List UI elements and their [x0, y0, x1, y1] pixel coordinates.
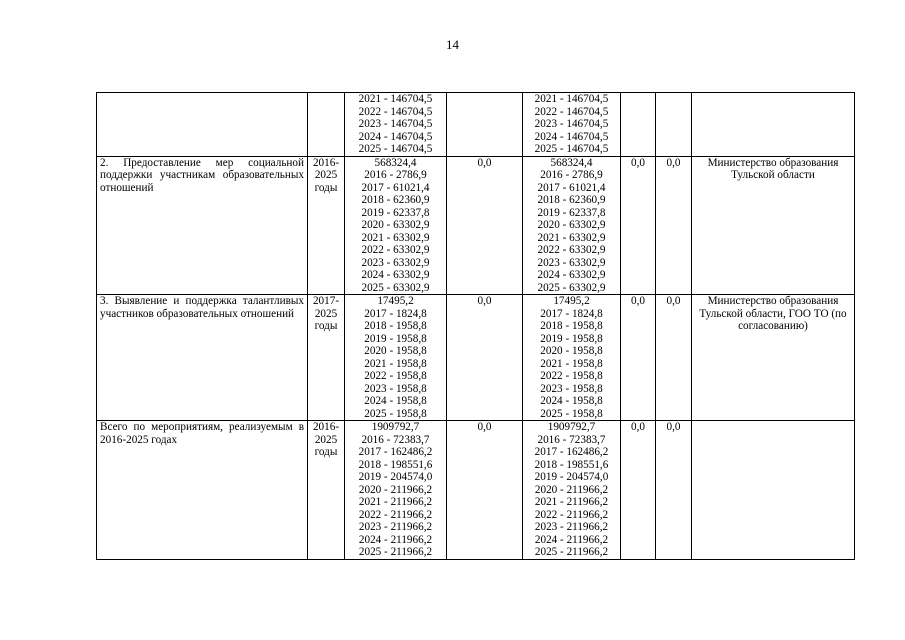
- amount-line: 1909792,7: [371, 421, 420, 433]
- amount-line: 2025 - 63302,9: [361, 281, 430, 294]
- total-amount-cell: [345, 93, 447, 157]
- federal-budget-cell: 0,0: [447, 295, 523, 421]
- other-sources-cell: 0,0: [656, 295, 692, 421]
- amount-line: 2020 - 1958,8: [364, 345, 427, 357]
- total-amount-cell: [345, 156, 447, 295]
- period-cell: 2017-2025 годы: [308, 295, 345, 421]
- amount-line: 2021 - 146704,5: [534, 93, 609, 105]
- amount-line: 2020 - 63302,9: [361, 219, 430, 231]
- amount-line: 2019 - 204574,0: [358, 471, 433, 483]
- amount-line: 2025 - 146704,5: [534, 143, 609, 155]
- amount-line: 2019 - 204574,0: [534, 471, 609, 483]
- table-row: [97, 93, 855, 157]
- measure-name-cell: [97, 93, 308, 157]
- amount-line: 2022 - 63302,9: [537, 244, 606, 256]
- amount-line: 2023 - 211966,2: [534, 521, 609, 533]
- other-sources-cell: [656, 93, 692, 157]
- measure-name-cell: 3. Выявление и поддержка талантливых участников образовательных отношений: [97, 295, 308, 421]
- amount-line: 2022 - 211966,2: [358, 508, 433, 521]
- amount-line: 2025 - 211966,2: [534, 546, 609, 558]
- amount-line: 2024 - 146704,5: [534, 130, 609, 143]
- amount-line: 2022 - 1958,8: [364, 370, 427, 382]
- amount-line: 2020 - 211966,2: [358, 483, 433, 496]
- amount-line: 2023 - 146704,5: [534, 118, 609, 130]
- total-amount-cell: [345, 295, 447, 421]
- amount-line: 2019 - 1958,8: [540, 332, 603, 345]
- amount-line: 2017 - 162486,2: [358, 446, 433, 458]
- amount-line: 2023 - 63302,9: [361, 256, 430, 269]
- amount-line: 2022 - 63302,9: [361, 244, 430, 256]
- amount-line: 2025 - 146704,5: [358, 143, 433, 155]
- federal-budget-cell: 0,0: [447, 156, 523, 295]
- amount-line: 2025 - 1958,8: [540, 407, 603, 420]
- amount-line: 2022 - 146704,5: [534, 105, 609, 118]
- local-budget-cell: 0,0: [621, 156, 656, 295]
- other-sources-cell: 0,0: [656, 156, 692, 295]
- local-budget-cell: 0,0: [621, 421, 656, 560]
- federal-budget-cell: [447, 93, 523, 157]
- amount-line: 2023 - 146704,5: [358, 118, 433, 130]
- amount-line: 2017 - 1824,8: [540, 307, 603, 320]
- amount-line: 2019 - 62337,8: [361, 206, 430, 219]
- amount-line: 2019 - 1958,8: [364, 332, 427, 345]
- executor-cell: [692, 421, 855, 560]
- period-cell: [308, 93, 345, 157]
- amount-line: 2016 - 2786,9: [540, 169, 603, 181]
- amount-line: 2016 - 72383,7: [537, 433, 606, 446]
- amount-line: 568324,4: [374, 156, 417, 169]
- period-cell: 2016-2025 годы: [308, 156, 345, 295]
- amount-line: 2021 - 63302,9: [537, 231, 606, 244]
- amount-line: 2016 - 2786,9: [364, 169, 427, 181]
- regional-budget-cell: [523, 156, 621, 295]
- amount-line: 1909792,7: [547, 421, 596, 433]
- amount-line: 2025 - 211966,2: [358, 546, 433, 558]
- total-amount-cell: [345, 421, 447, 560]
- amount-line: 2024 - 211966,2: [358, 533, 433, 546]
- amount-line: 2018 - 62360,9: [537, 194, 606, 206]
- amount-line: 2025 - 63302,9: [537, 281, 606, 294]
- amount-line: 2018 - 62360,9: [361, 194, 430, 206]
- federal-budget-cell: 0,0: [447, 421, 523, 560]
- amount-line: 2024 - 211966,2: [534, 533, 609, 546]
- amount-line: 2021 - 211966,2: [534, 496, 609, 508]
- executor-cell: Министерство образования Тульской области: [692, 156, 855, 295]
- amount-line: 2017 - 61021,4: [537, 181, 606, 194]
- regional-budget-cell: [523, 93, 621, 157]
- page-number: 14: [446, 37, 459, 52]
- amount-line: 2023 - 211966,2: [358, 521, 433, 533]
- amount-line: 2025 - 1958,8: [364, 407, 427, 420]
- amount-line: 2016 - 72383,7: [361, 433, 430, 446]
- amount-line: 2018 - 198551,6: [358, 458, 433, 471]
- local-budget-cell: 0,0: [621, 295, 656, 421]
- regional-budget-cell: [523, 295, 621, 421]
- local-budget-cell: [621, 93, 656, 157]
- amount-line: 2024 - 63302,9: [361, 269, 430, 281]
- amount-line: 2024 - 1958,8: [364, 395, 427, 407]
- budget-table: [96, 92, 855, 560]
- measure-name-cell: Всего по мероприятиям, реализуемым в 2016-2025 годах: [97, 421, 308, 560]
- amount-line: 2021 - 1958,8: [540, 357, 603, 370]
- table-row: [97, 295, 855, 421]
- amount-line: 2019 - 62337,8: [537, 206, 606, 219]
- measure-name-cell: 2. Предоставление мер социальной поддержки участникам образовательных отношений: [97, 156, 308, 295]
- amount-line: 2017 - 162486,2: [534, 446, 609, 458]
- amount-line: 2018 - 198551,6: [534, 458, 609, 471]
- amount-line: 2023 - 63302,9: [537, 256, 606, 269]
- amount-line: 2023 - 1958,8: [540, 382, 603, 395]
- amount-line: 2021 - 146704,5: [358, 93, 433, 105]
- amount-line: 2022 - 211966,2: [534, 508, 609, 521]
- table-row: [97, 156, 855, 295]
- amount-line: 2024 - 1958,8: [540, 395, 603, 407]
- executor-cell: [692, 93, 855, 157]
- amount-line: 568324,4: [550, 156, 593, 169]
- amount-line: 17495,2: [377, 295, 414, 307]
- amount-line: 2024 - 146704,5: [358, 130, 433, 143]
- table-row: [97, 421, 855, 560]
- amount-line: 2022 - 1958,8: [540, 370, 603, 382]
- amount-line: 2024 - 63302,9: [537, 269, 606, 281]
- amount-line: 2018 - 1958,8: [364, 320, 427, 332]
- amount-line: 2022 - 146704,5: [358, 105, 433, 118]
- amount-line: 2018 - 1958,8: [540, 320, 603, 332]
- amount-line: 2017 - 1824,8: [364, 307, 427, 320]
- period-cell: 2016-2025 годы: [308, 421, 345, 560]
- table-body: [97, 93, 855, 560]
- amount-line: 2017 - 61021,4: [361, 181, 430, 194]
- amount-line: 2021 - 63302,9: [361, 231, 430, 244]
- amount-line: 2021 - 211966,2: [358, 496, 433, 508]
- amount-line: 2023 - 1958,8: [364, 382, 427, 395]
- amount-line: 2021 - 1958,8: [364, 357, 427, 370]
- regional-budget-cell: [523, 421, 621, 560]
- executor-cell: Министерство образования Тульской области, ГОО ТО (по согласованию): [692, 295, 855, 421]
- amount-line: 2020 - 1958,8: [540, 345, 603, 357]
- amount-line: 17495,2: [553, 295, 590, 307]
- amount-line: 2020 - 63302,9: [537, 219, 606, 231]
- amount-line: 2020 - 211966,2: [534, 483, 609, 496]
- other-sources-cell: 0,0: [656, 421, 692, 560]
